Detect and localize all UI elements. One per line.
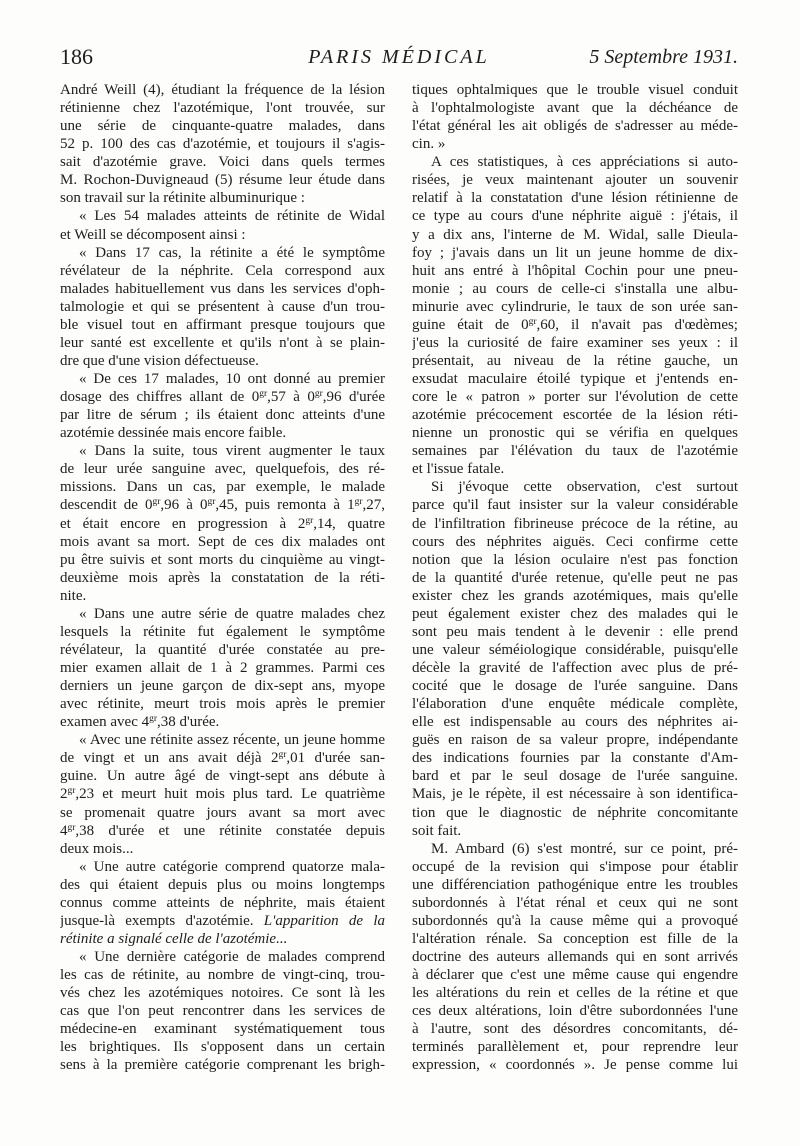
- paragraph: [60, 207, 385, 243]
- text-line: cours des néphrites aiguës. Ceci confirme cette: [412, 533, 738, 550]
- text-line: M. Rochon-Duvigneaud (5) résume leur étude dans: [60, 172, 385, 189]
- paragraph: [60, 442, 385, 605]
- superscript-unit: gr: [278, 750, 287, 761]
- text-run: ,38 d'urée.: [157, 714, 220, 731]
- text-line: « Dans la suite, tous virent augmenter le taux: [79, 443, 385, 460]
- text-run: ,38 d'urée et une rétinite constatée depuis: [75, 822, 385, 839]
- text-line: [60, 496, 385, 514]
- text-line: azotémie précocement escortée de la lésion réti-: [412, 407, 738, 424]
- italic-run: rétinite a signalé celle de l'azotémie...: [60, 930, 288, 947]
- paragraph: [412, 81, 738, 153]
- text-line: [60, 822, 385, 840]
- text-line: leur santé est excellente et qu'ils n'ont à se plain-: [60, 334, 385, 351]
- superscript-unit: gr: [207, 497, 216, 508]
- text-line: relatif à la constatation d'une lésion rétinienne de: [412, 190, 738, 207]
- text-line: « Dans 17 cas, la rétinite a été le symptôme: [79, 244, 385, 261]
- text-line: semaines par l'élévation du taux de l'azotémie: [412, 443, 738, 460]
- text-line: azotémie dessinée mais encore faible.: [60, 425, 287, 442]
- text-line: mier examen allait de 1 à 2 grammes. Parmi ces: [60, 660, 385, 676]
- text-run: 2: [60, 786, 68, 803]
- text-line: [60, 713, 385, 731]
- text-line: sait d'azotémie grave. Voici dans quels termes: [60, 154, 385, 171]
- text-line: y a dix ans, l'interne de M. Widal, salle Dieula-: [412, 226, 738, 243]
- superscript-unit: gr: [152, 497, 161, 508]
- text-line: tiques ophtalmiques que le trouble visuel conduit: [412, 82, 738, 98]
- text-line: avec rétinite, meurt trois mois après le premier: [60, 696, 385, 713]
- text-line: « Les 54 malades atteints de rétinite de Widal: [79, 208, 385, 225]
- superscript-unit: gr: [305, 515, 314, 526]
- text-line: dre que d'une vision défectueuse.: [60, 352, 259, 369]
- text-line: les cas de rétinite, au nombre de vingt-cinq, trou-: [60, 967, 385, 984]
- text-run: de vingt et un ans avait déjà 2: [60, 750, 279, 767]
- text-line: se promenait quatre jours avant sa mort avec: [60, 804, 385, 821]
- text-run: ,01 d'urée san-: [286, 750, 385, 767]
- text-line: 52 p. 100 des cas d'azotémie, et toujours il s'agis-: [60, 136, 385, 153]
- text-line: lesquels la rétinite fut également le symptôme: [60, 623, 385, 640]
- text-line: cin. »: [412, 136, 446, 153]
- superscript-unit: gr: [354, 497, 363, 508]
- text-line: subordonnés à l'état rénal et ceux qui ne sont: [412, 894, 738, 911]
- text-line: « Une autre catégorie comprend quatorze mala-: [79, 858, 385, 875]
- text-run: ,23 et meurt huit mois plus tard. Le quatrième: [75, 786, 385, 803]
- text-line: sont peu mais tendent à le devenir : elle prend: [412, 623, 738, 640]
- text-line: de leur urée sanguine avec, quelquefois, des ré-: [60, 461, 385, 478]
- running-header: [60, 43, 738, 71]
- text-line: monie ; au cours de celle-ci s'installa une albu-: [412, 280, 738, 297]
- text-line: [60, 930, 385, 948]
- text-line: à déclarer que c'est une même cause qui engendre: [412, 967, 738, 984]
- text-run: ,57 à 0: [267, 389, 315, 406]
- text-line: occupé de la revision qui s'impose pour établir: [412, 858, 738, 875]
- paragraph: [60, 370, 385, 442]
- text-line: les brightiques. Ils s'opposent dans un certain: [60, 1039, 385, 1056]
- text-line: rétinienne chez l'azotémique, l'ont trouvée, sur: [60, 100, 385, 117]
- superscript-unit: gr: [149, 714, 158, 725]
- text-run: jusque-là exempts d'azotémie.: [60, 912, 264, 929]
- text-line: exister chez les grands azotémiques, mais qu'elle: [412, 587, 738, 604]
- text-run: ,27,: [362, 497, 385, 514]
- text-line: décèle la gravité de l'affection avec plus de pré-: [412, 660, 738, 676]
- superscript-unit: gr: [259, 389, 268, 400]
- text-line: cocité que le dosage de l'urée sanguine. Dans: [412, 678, 738, 695]
- text-line: sens à la première catégorie comprenant les brigh-: [60, 1057, 385, 1074]
- text-line: des indications fournies par la constante d'Am-: [412, 750, 738, 767]
- paragraph: [412, 153, 738, 478]
- text-line: Si j'évoque cette observation, c'est surtout: [431, 479, 738, 496]
- text-line: une série de cinquante-quatre malades, dans: [60, 118, 385, 135]
- text-line: médecine-en examinant systématiquement tous: [60, 1021, 385, 1038]
- text-run: 4: [60, 822, 68, 839]
- text-line: par litre de sérum ; ils étaient donc atteints d'une: [60, 407, 385, 424]
- text-line: tion que le diagnostic de néphrite concomitante: [412, 804, 738, 821]
- text-line: mois avant sa mort. Sept de ces dix malades ont: [60, 533, 385, 550]
- text-line: nienne un pronostic qui se vérifia en quelques: [412, 425, 738, 442]
- paragraph: [412, 478, 738, 839]
- text-line: subordonnés qu'à la cause même qui a provoqué: [412, 912, 738, 929]
- paragraph: [60, 858, 385, 948]
- text-line: pu être suivis et sont morts du cinquième au vingt-: [60, 551, 385, 568]
- text-line: et l'issue fatale.: [412, 461, 505, 478]
- text-line: [60, 749, 385, 767]
- text-line: A ces statistiques, à ces appréciations si auto-: [431, 154, 738, 171]
- text-line: exsudat maculaire étoilé typique et j'entends en-: [412, 371, 738, 387]
- paragraph: [60, 948, 385, 1074]
- text-line: « Une dernière catégorie de malades comprend: [79, 949, 385, 965]
- text-line: bard et par le seul dosage de l'urée sanguine.: [412, 768, 738, 785]
- text-line: nite.: [60, 587, 87, 604]
- text-line: de la quantité d'urée retenue, qu'elle peut ne pas: [412, 569, 738, 586]
- text-line: malades habituellement vus dans les services d'oph-: [60, 280, 385, 297]
- text-line: de l'infiltration fibrineuse précoce de la rétine, au: [412, 515, 738, 532]
- text-line: « De ces 17 malades, 10 ont donné au premier: [79, 371, 385, 387]
- text-line: une différenciation pathogénique entre les troubles: [412, 876, 738, 893]
- text-line: présentait, au niveau de la rétine gauche, un: [412, 352, 738, 369]
- journal-title: PARIS MÉDICAL: [308, 46, 490, 68]
- text-line: des qui étaient depuis plus ou moins longtemps: [60, 876, 385, 893]
- text-line: l'état général les ait obligés de s'adresser au méde-: [412, 118, 738, 135]
- text-line: deux mois...: [60, 840, 134, 857]
- text-line: foy ; j'avais dans un lit un jeune homme de dix-: [412, 244, 738, 261]
- text-line: l'altération rénale. Sa conception est fille de la: [412, 930, 738, 947]
- text-line: les altérations du rein et celles de la rétine et que: [412, 985, 738, 1002]
- text-line: révélateur, la quantité d'urée constatée au pre-: [60, 641, 385, 658]
- paragraph: [412, 840, 738, 1075]
- text-line: doctrine des auteurs allemands qui en sont arrivés: [412, 949, 738, 965]
- text-run: ,96 d'urée: [322, 389, 385, 406]
- text-line: et Weill se décomposent ainsi :: [60, 226, 246, 243]
- text-line: parce qu'il faut insister sur la valeur considérable: [412, 497, 738, 514]
- text-line: j'eus la curiosité de faire examiner ses yeux : il: [412, 334, 738, 351]
- text-line: vés chez les azotémiques notoires. Ce sont là les: [60, 985, 385, 1002]
- text-line: révélateur de la néphrite. Cela correspond aux: [60, 262, 385, 279]
- text-run: guine était de 0: [412, 316, 529, 333]
- text-line: guine. Un autre âgé de vingt-sept ans débute à: [60, 768, 385, 785]
- text-run: ,45, puis remonta à 1: [215, 497, 355, 514]
- text-line: une valeur séméiologique considérable, puisqu'elle: [412, 641, 738, 658]
- text-line: guës en raison de sa valeur propre, indépendante: [412, 732, 738, 749]
- paragraph: [60, 81, 385, 207]
- text-line: « Avec une rétinite assez récente, un jeune homme: [79, 732, 385, 749]
- superscript-unit: gr: [314, 389, 323, 400]
- text-line: [412, 316, 738, 334]
- text-line: minurie avec cylindrurie, le taux de son urée san-: [412, 298, 738, 315]
- page-number: 186: [60, 44, 93, 69]
- text-line: à l'ophtalmologiste avant que la déchéance de: [412, 100, 738, 117]
- text-line: ce type au cours d'une néphrite aiguë : j'étais, il: [412, 208, 738, 225]
- text-line: « Dans une autre série de quatre malades chez: [79, 605, 385, 622]
- text-line: terminés parallèlement et, pour reprendre leur: [412, 1039, 738, 1056]
- text-line: M. Ambard (6) s'est montré, sur ce point, pré-: [431, 840, 738, 857]
- text-line: elle est indispensable au cours des néphrites ai-: [412, 714, 738, 731]
- text-line: huit ans entré à l'hôpital Cochin pour une pneu-: [412, 262, 738, 279]
- text-line: [60, 785, 385, 803]
- superscript-unit: gr: [67, 822, 76, 833]
- text-line: notion que la lésion oculaire n'est pas fonction: [412, 551, 738, 568]
- text-line: André Weill (4), étudiant la fréquence de la lésion: [60, 82, 385, 98]
- text-line: connus comme atteints de néphrite, mais étaient: [60, 894, 385, 911]
- text-line: derniers un jeune garçon de dix-sept ans, myope: [60, 678, 385, 695]
- text-run: dosage des chiffres allant de 0: [60, 389, 260, 406]
- text-line: missions. Dans un cas, par exemple, le malade: [60, 479, 385, 496]
- text-line: soit fait.: [412, 822, 462, 839]
- text-run: descendit de 0: [60, 497, 153, 514]
- text-line: [60, 515, 385, 533]
- text-line: ble visuel tout en affirmant presque toujours que: [60, 316, 385, 333]
- text-line: deuxième mois après la constatation de la réti-: [60, 569, 385, 586]
- superscript-unit: gr: [528, 316, 537, 327]
- issue-date: 5 Septembre 1931.: [589, 46, 738, 68]
- paragraph: [60, 731, 385, 857]
- text-line: talmologie et qui se présentent à cause d'un trou-: [60, 298, 385, 315]
- text-line: Mais, je le répète, il est nécessaire à son identifica-: [412, 786, 738, 803]
- text-line: risées, je veux maintenant ajouter un souvenir: [412, 172, 738, 189]
- text-line: expression, « coordonnés ». Je pense comme lui: [412, 1057, 738, 1074]
- text-line: l'élaboration d'une enquête médicale complète,: [412, 696, 738, 713]
- text-line: cas que l'on peut rencontrer dans les services de: [60, 1003, 385, 1020]
- text-line: à l'autre, sont des désordres concomitants, dé-: [412, 1021, 738, 1038]
- text-line: son travail sur la rétinite albuminurique :: [60, 190, 305, 207]
- text-run: examen avec 4: [60, 714, 150, 731]
- text-line: [60, 912, 385, 930]
- paragraph: [60, 605, 385, 731]
- text-run: et était encore en progression à 2: [60, 515, 306, 532]
- text-line: ces deux altérations, loin d'être subordonnées l'une: [412, 1003, 738, 1020]
- right-column: [412, 81, 738, 1074]
- paragraph: [60, 244, 385, 370]
- text-line: core le « patron » porter sur l'évolution de cette: [412, 389, 738, 406]
- left-column: [60, 81, 385, 1074]
- italic-run: L'apparition de la: [263, 912, 385, 929]
- text-line: peut également exister chez des malades qui le: [412, 605, 738, 622]
- superscript-unit: gr: [67, 786, 76, 797]
- text-run: ,14, quatre: [313, 515, 385, 532]
- text-run: ,96 à 0: [160, 497, 208, 514]
- text-line: [60, 388, 385, 406]
- text-run: ,60, il n'avait pas d'œdèmes;: [536, 316, 738, 333]
